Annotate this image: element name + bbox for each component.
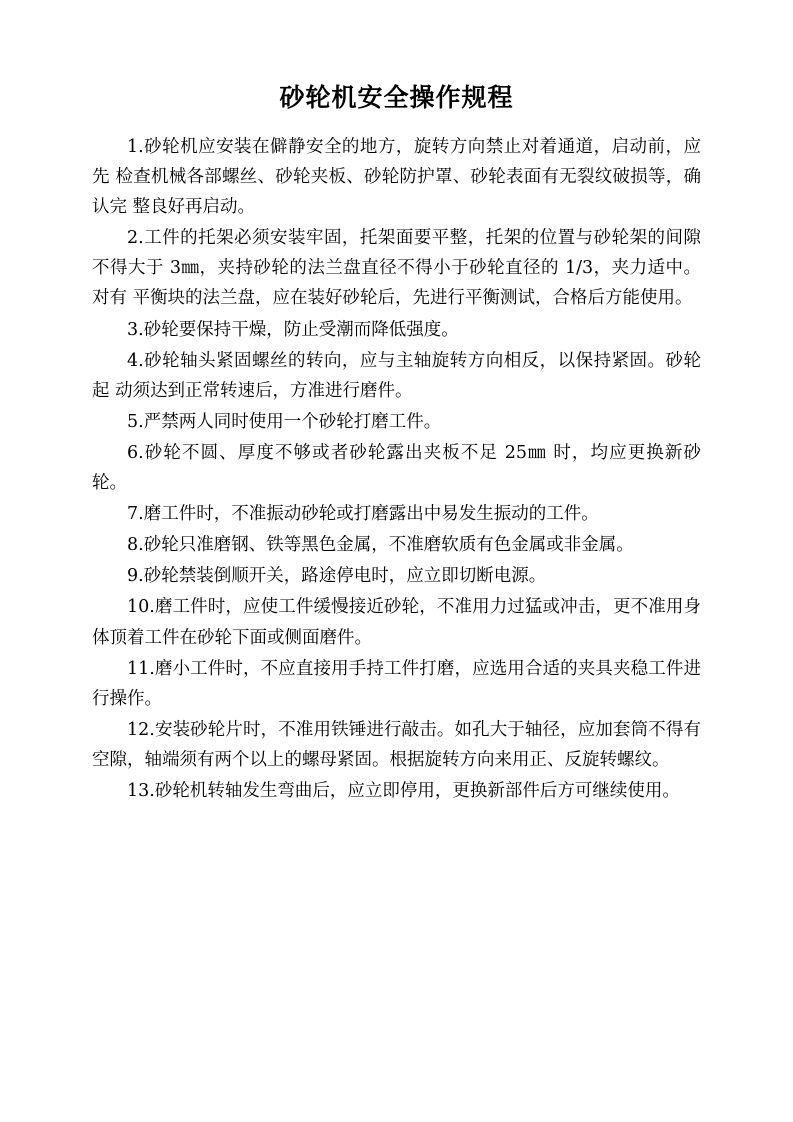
paragraph: 2.工件的托架必须安装牢固，托架面要平整，托架的位置与砂轮架的间隙不得大于 3㎜，夹持砂轮的法兰盘直径不得小于砂轮直径的 1/3，夹力适中。对有 平衡块的法兰盘，应在装好砂轮后，先进行平衡测试，合格后方能使用。 — [92, 228, 701, 309]
paragraph: 8.砂轮只准磨钢、铁等黑色金属，不准磨软质有色金属或非金属。 — [127, 535, 634, 556]
paragraph: 5.严禁两人同时使用一个砂轮打磨工件。 — [127, 411, 442, 432]
paragraph: 13.砂轮机转轴发生弯曲后，应立即停用，更换新部件后方可继续使用。 — [127, 780, 680, 801]
paragraph: 3.砂轮要保持干燥，防止受潮而降低强度。 — [127, 319, 459, 340]
paragraph: 1.砂轮机应安装在僻静安全的地方，旋转方向禁止对着通道，启动前，应先 检查机械各部螺丝、砂轮夹板、砂轮防护罩、砂轮表面有无裂纹破损等，确认完 整良好再启动。 — [92, 137, 701, 218]
paragraph: 9.砂轮禁装倒顺开关，路途停电时，应立即切断电源。 — [127, 566, 547, 587]
page-title: 砂轮机安全操作规程 — [279, 83, 514, 112]
paragraph: 6.砂轮不圆、厚度不够或者砂轮露出夹板不足 25㎜ 时，均应更换新砂轮。 — [92, 442, 701, 494]
paragraph: 10.磨工件时，应使工件缓慢接近砂轮，不准用力过猛或冲击，更不准用身 体顶着工件在砂轮下面或侧面磨件。 — [92, 597, 701, 648]
paragraph: 11.磨小工件时，不应直接用手持工件打磨，应选用合适的夹具夹稳工件进 行操作。 — [92, 658, 701, 709]
document-body — [92, 132, 701, 806]
paragraph: 12.安装砂轮片时，不准用铁锤进行敲击。如孔大于轴径，应加套筒不得有空隙，轴端须有两个以上的螺母紧固。根据旋转方向来用正、反旋转螺纹。 — [92, 719, 701, 770]
paragraph: 7.磨工件时，不准振动砂轮或打磨露出中易发生振动的工件。 — [127, 504, 599, 525]
paragraph: 4.砂轮轴头紧固螺丝的转向，应与主轴旋转方向相反，以保持紧固。砂轮起 动须达到正常转速后，方准进行磨件。 — [92, 350, 701, 401]
